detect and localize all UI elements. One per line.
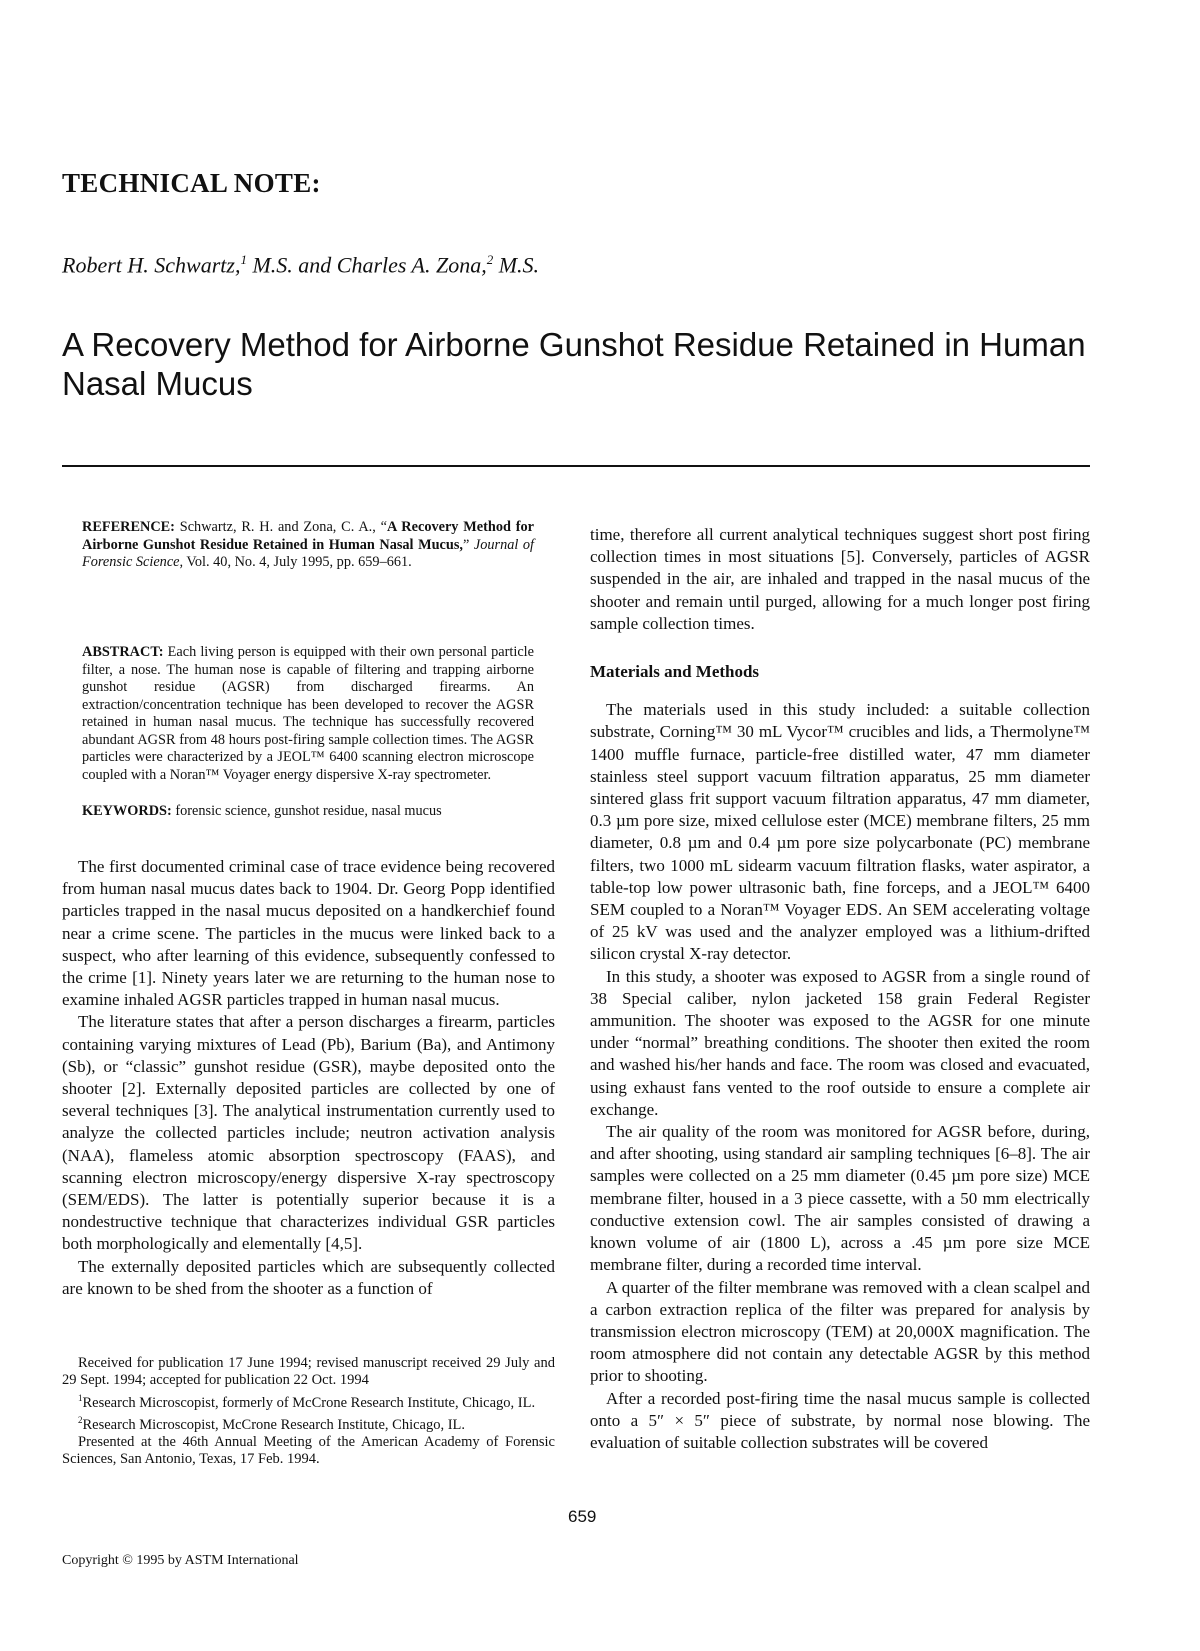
author-2-degree: M.S. bbox=[493, 252, 540, 278]
body-paragraph: The first documented criminal case of trace evidence being recovered from human nasal mucus dates back to 1904. Dr. Georg Popp identified particles trapped in the nasal mucus deposited on a handkerchief found near a crime scene. The particles in the mucus were linked back to a suspect, who after learning of this evidence, subsequently confessed to the crime [1]. Ninety years later we are returning to the human nose to examine inhaled AGSR particles trapped in human nasal mucus. bbox=[62, 857, 555, 1010]
reference-details: Vol. 40, No. 4, July 1995, pp. 659–661. bbox=[183, 554, 412, 570]
body-paragraph: The literature states that after a person discharges a firearm, particles containing varying mixtures of Lead (Pb), Barium (Ba), and Antimony (Sb), or “classic” gunshot residue (GSR), maybe deposited onto the shooter [2]. Externally deposited particles are collected by one of several techniques [3]. The analytical instrumentation currently used to analyze the collected particles include; neutron activation analysis (NAA), flameless atomic absorption spectroscopy (FAAS), and scanning electron microscopy/energy dispersive X-ray spectroscopy (SEM/EDS). The latter is potentially superior because it is a nondestructive technique that characterizes individual GSR particles both morphologically and elementally [4,5]. bbox=[62, 1012, 555, 1254]
footnotes bbox=[62, 1355, 555, 1468]
body-paragraph: The externally deposited particles which are subsequently collected are known to be shed from the shooter as a function of bbox=[62, 1256, 555, 1298]
left-column bbox=[62, 856, 555, 1300]
body-paragraph: The air quality of the room was monitored for AGSR before, during, and after shooting, using standard air sampling techniques [6–8]. The air samples were collected on a 25 mm diameter (0.45 µm pore size) MCE membrane filter, housed in a 3 piece cassette, with a 50 mm electrically conductive extension cowl. The air samples consisted of drawing a known volume of air (1800 L), across a .45 µm pore size MCE membrane filter, during a recorded time interval. bbox=[590, 1122, 1090, 1275]
author-line bbox=[62, 252, 539, 278]
footnote-marker-1: 1 bbox=[240, 252, 247, 267]
body-paragraph: time, therefore all current analytical techniques suggest short post firing collection times in most situations [5]. Conversely, particles of AGSR suspended in the air, are inhaled and trapped in the nasal mucus of the shooter and remain until purged, allowing for a much longer post firing sample collection times. bbox=[590, 525, 1090, 633]
reference-title: A Recovery Method for Airborne Gunshot Residue Retained in Human Nasal Mucus, bbox=[82, 519, 534, 553]
body-paragraph: In this study, a shooter was exposed to AGSR from a single round of 38 Special caliber, nylon jacketed 158 grain Federal Register ammunition. The shooter was exposed to the AGSR for one minute under “normal” breathing conditions. The shooter then exited the room and washed his/her hands and face. The room was closed and evacuated, using exhaust fans vented to the roof outside to ensure a complete air exchange. bbox=[590, 966, 1090, 1119]
footnote-2-marker: 2 bbox=[78, 1414, 83, 1425]
reference-label: REFERENCE: bbox=[82, 519, 175, 535]
keywords-label: KEYWORDS: bbox=[82, 803, 172, 819]
keywords-text: forensic science, gunshot residue, nasal mucus bbox=[171, 803, 442, 819]
section-heading: Materials and Methods bbox=[590, 662, 760, 682]
body-paragraph: The materials used in this study included: a suitable collection substrate, Corning™ 30 mL Vycor™ crucibles and lids, a Thermolyne™ 1400 muffle furnace, particle-free distilled water, 47 mm diameter stainless steel support vacuum filtration apparatus, 25 mm diameter sintered glass frit support vacuum filtration apparatus, 47 mm diameter, 0.3 µm pore size, mixed cellulose ester (MCE) membrane filters, 25 mm diameter, 0.8 µm and 0.4 µm pore size polycarbonate (PC) membrane filters, two 1000 mL sidearm vacuum filtration flasks, water aspirator, a table-top low power ultrasonic bath, fine forceps, and a JEOL™ 6400 SEM coupled to a Noran™ Voyager EDS. An SEM accelerating voltage of 25 kV was used and the analyzer employed was a lithium-drifted silicon crystal X-ray detector. bbox=[590, 700, 1090, 964]
page-number: 659 bbox=[568, 1507, 597, 1526]
footnote-2 bbox=[62, 1412, 555, 1434]
footnote-received: Received for publication 17 June 1994; revised manuscript received 29 July and 29 Sept. 1994; accepted for publication 22 Oct. 1994 bbox=[62, 1355, 555, 1389]
footnote-presented: Presented at the 46th Annual Meeting of the American Academy of Forensic Sciences, San Antonio, Texas, 17 Feb. 1994. bbox=[62, 1433, 555, 1468]
article-title: A Recovery Method for Airborne Gunshot Residue Retained in Human Nasal Mucus bbox=[62, 326, 1086, 402]
abstract-text: Each living person is equipped with their own personal particle filter, a nose. The human nose is capable of filtering and trapping airborne gunshot residue (AGSR) from discharged firearms. An extraction/concentration technique has been developed to recover the AGSR retained in human nasal mucus. The technique has successfully recovered abundant AGSR from 48 hours post-firing sample collection times. The AGSR particles were characterized by a JEOL™ 6400 scanning electron microscope coupled with a Noran™ Voyager energy dispersive X-ray spectrometer. bbox=[82, 644, 534, 783]
author-1: Robert H. Schwartz, bbox=[62, 252, 241, 278]
keywords-block bbox=[82, 803, 534, 821]
footnote-2-text: Research Microscopist, McCrone Research Institute, Chicago, IL. bbox=[82, 1416, 466, 1433]
abstract-label: ABSTRACT: bbox=[82, 644, 164, 660]
footnote-1-marker: 1 bbox=[78, 1392, 83, 1403]
footnote-1-text: Research Microscopist, formerly of McCrone Research Institute, Chicago, IL. bbox=[82, 1394, 536, 1411]
abstract-block bbox=[82, 644, 534, 784]
body-paragraph: After a recorded post-firing time the nasal mucus sample is collected onto a 5″ × 5″ piece of substrate, by normal nose blowing. The evaluation of suitable collection substrates will be covered bbox=[590, 1388, 1090, 1452]
body-paragraph: A quarter of the filter membrane was removed with a clean scalpel and a carbon extraction replica of the filter was prepared for analysis by transmission electron microscopy (TEM) at 20,000X magnification. The room atmosphere did not contain any detectable AGSR by this method prior to shooting. bbox=[590, 1277, 1090, 1386]
title-divider bbox=[62, 465, 1090, 467]
right-column bbox=[590, 524, 1090, 1454]
footnote-1 bbox=[62, 1390, 555, 1412]
footnote-marker-2: 2 bbox=[486, 252, 494, 267]
copyright-notice: Copyright © 1995 by ASTM International bbox=[62, 1553, 299, 1568]
reference-authors: Schwartz, R. H. and Zona, C. A., “ bbox=[174, 519, 387, 535]
author-2: M.S. and Charles A. Zona, bbox=[246, 252, 487, 278]
article-type-heading: TECHNICAL NOTE: bbox=[62, 168, 321, 198]
reference-journal: Journal of Forensic Science, bbox=[82, 536, 535, 570]
reference-quote: ” bbox=[462, 536, 474, 553]
reference-block bbox=[82, 519, 534, 572]
